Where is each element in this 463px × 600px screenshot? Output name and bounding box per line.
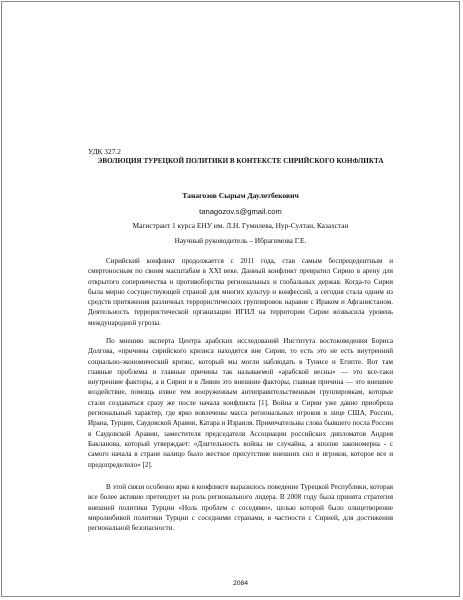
author-affiliation: Магистрант 1 курса ЕНУ им. Л.Н. Гумилева, Нур-Султан, Казахстан xyxy=(132,221,349,230)
udk-code: УДК 327.2 xyxy=(88,147,121,156)
scientific-advisor: Научный руководитель – Ибрагимова Г.Е. xyxy=(174,236,307,245)
paper-title: ЭВОЛЮЦИЯ ТУРЕЦКОЙ ПОЛИТИКИ В КОНТЕКСТЕ СИРИЙСКОГО КОНФЛИКТА xyxy=(97,157,384,165)
body-paragraph-2: По мнению эксперта Центра арабских исследований Института востоковедения Бориса Долгова, «причины сирийского кризиса находятся вне Сирии, то есть это не есть внутренний социально-экономический кризис, который мы могли наблюдать в Тунисе и Египте. Вот там главные проблемы и главные причины так называемой «арабской весны» — это все-таки внутренние факторы, а в Сирии и в Ливии это внешние факторы, главная причина — это внешнее воздействие, помощь извне тем вооруженным антиправительственным группировкам, которые стали создаваться сразу же после начала конфликта [1]. Война в Сирии уже давно приобрела региональный характер, где ярко вовлечены масса региональных игроков в лице США, России, Ирана, Турции, Саудовской Аравии, Катара и Израиля. Примечательны слова бывшего посла России в Саудовской Аравии, заместителя председателя Ассоциации российских дипломатов Андрея Бакланова, который утверждает: «Длительность войны не случайна, а вполне закономерна - с самого начала в стране налицо было жесткое присутствие внешних сил и игроков, которое все и предопределило» [2]. xyxy=(88,337,393,469)
page-number: 2084 xyxy=(232,580,249,587)
paper-page xyxy=(88,0,393,600)
body-paragraph-1: Сирийский конфликт продолжается с 2011 года, став самым беспрецедентным и смертоносным по своим масштабам в XXI веке. Данный конфликт превратил Сирию в арену для открытого соперничества и противоборства региональных и глобальных держав. Когда-то Сирия была мирно сосуществующей страной для многих культур и конфессий, а сегодня стала одним из средств притяжения различных террористических группировок наравне с Ираком и Афганистаном. Деятельность террористической организации ИГИЛ на территории Сирии возвысила уровень международной угрозы. xyxy=(88,257,393,327)
author-name: Танагозов Сырым Даулетбекович xyxy=(182,191,299,200)
author-email: tanagozov.s@gmail.com xyxy=(199,207,282,216)
body-paragraph-3: В этой связи особенно ярко в конфликте выразилось поведение Турецкой Республики, которая все более активно претендует на роль регионального лидера. В 2008 году была принята стратегия внешней политики Турции «Ноль проблем с соседями», целью которой было олицетворение миролюбивой политики Турции с соседними странами, в частности с Сирией, для достижения региональной безопасности. xyxy=(88,483,393,533)
